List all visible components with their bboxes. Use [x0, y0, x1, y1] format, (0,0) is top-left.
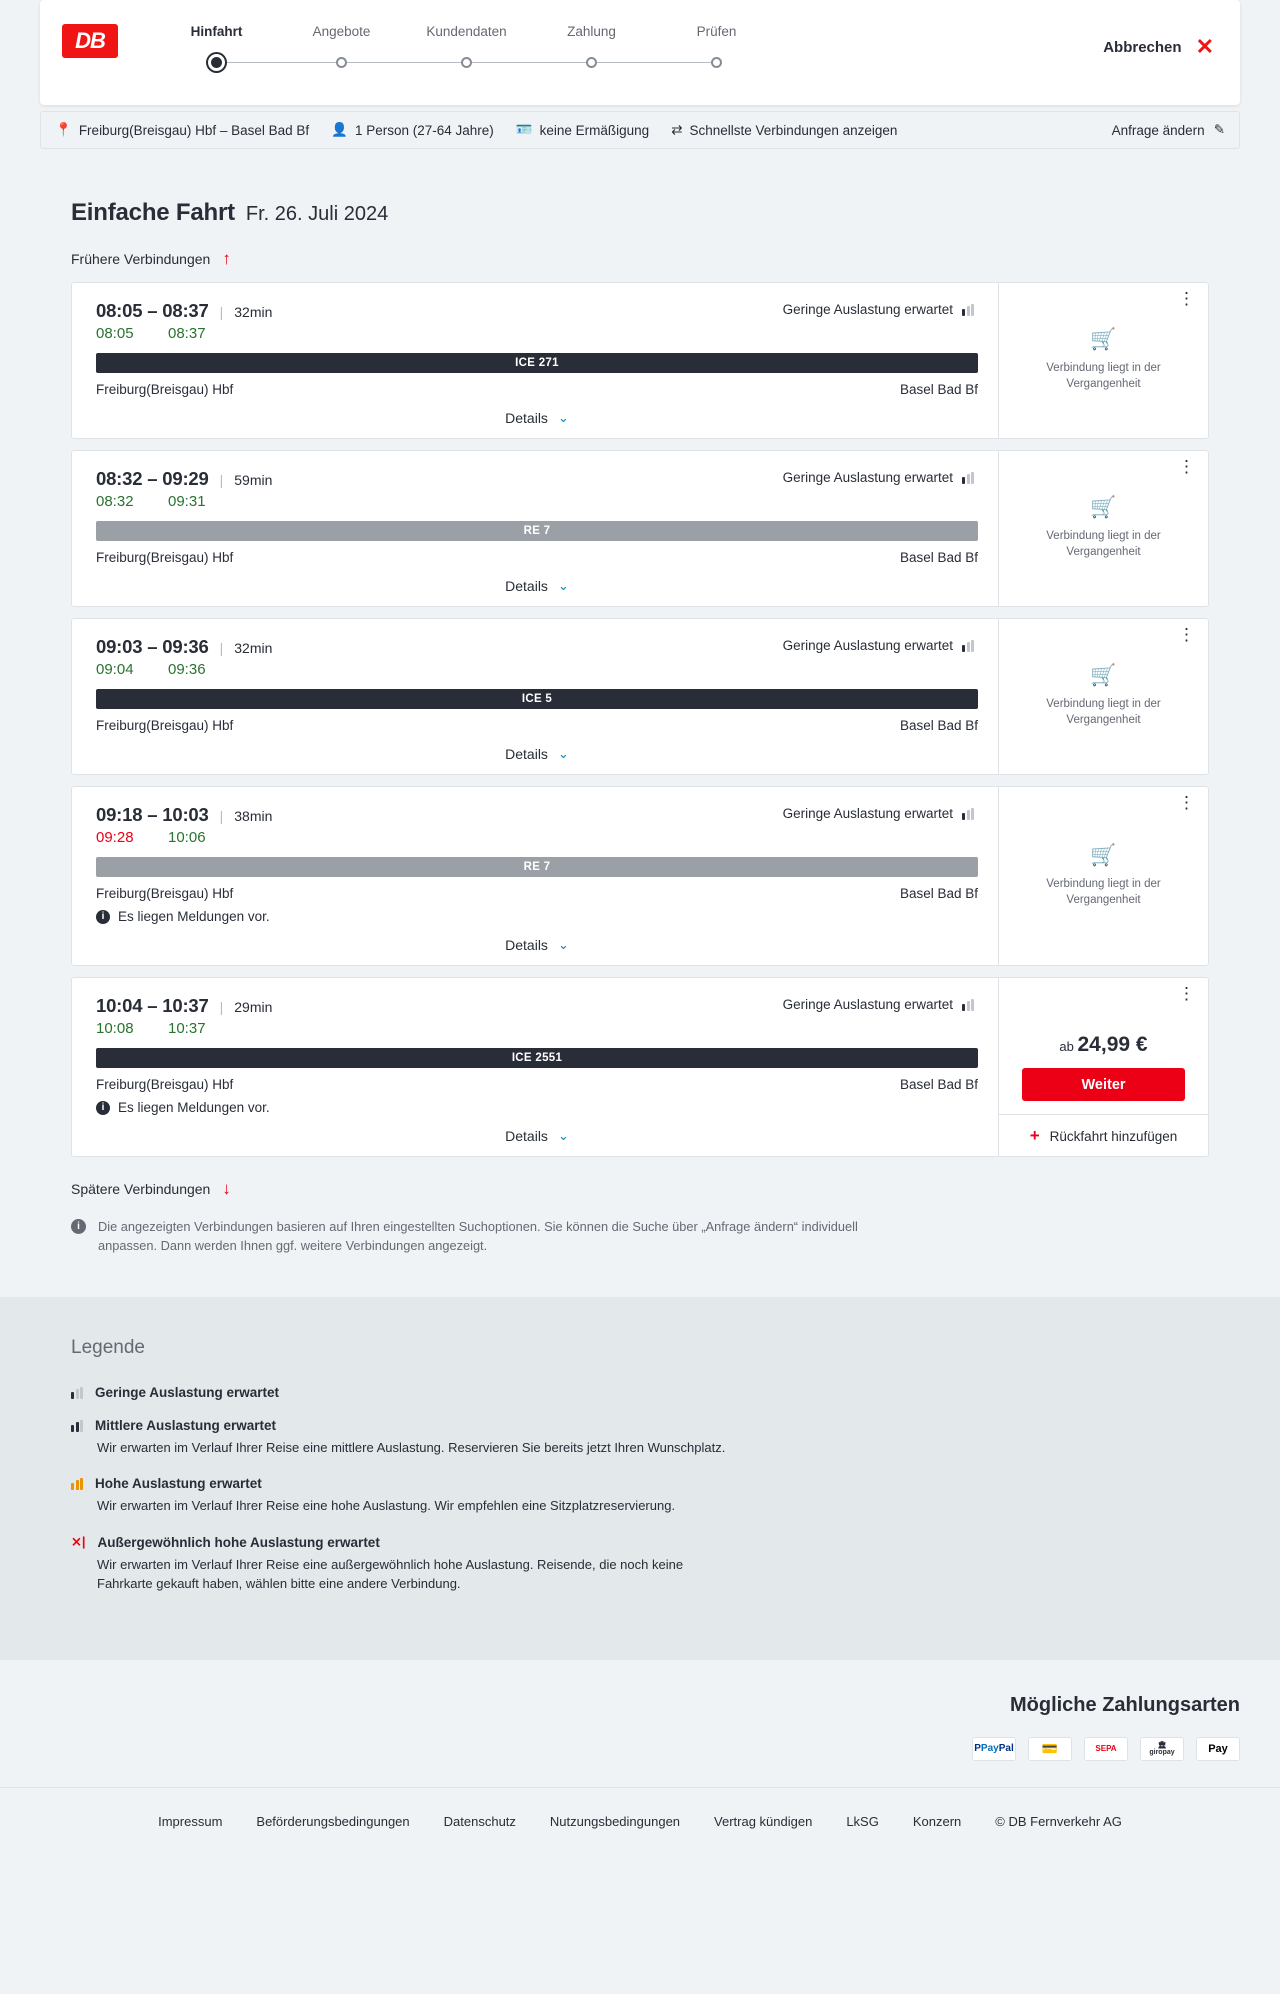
- train-bar[interactable]: [96, 353, 978, 373]
- occupancy-bars-icon: [71, 1478, 83, 1490]
- past-connection-state: [1013, 328, 1194, 392]
- applepay-icon: Pay: [1196, 1737, 1240, 1761]
- details-label: Details: [505, 746, 548, 762]
- departure-time: 08:32: [96, 493, 134, 510]
- arrival-time: 09:36: [168, 661, 206, 678]
- summary-discount-label: keine Ermäßigung: [539, 122, 650, 138]
- past-connection-label: Verbindung liegt in der Vergangenheit: [1046, 362, 1161, 390]
- price-value: 24,99 €: [1077, 1033, 1148, 1056]
- origin-station: Freiburg(Breisgau) Hbf: [96, 886, 234, 901]
- details-label: Details: [505, 937, 548, 953]
- details-label: Details: [505, 1128, 548, 1144]
- origin-station: Freiburg(Breisgau) Hbf: [96, 382, 234, 397]
- connection-times: [96, 829, 978, 846]
- occupancy-label: Geringe Auslastung erwartet: [782, 302, 953, 317]
- cart-icon: 🛒: [1090, 328, 1117, 352]
- connection-time-range: 08:05 – 08:37: [96, 300, 209, 321]
- price-prefix: ab: [1059, 1039, 1074, 1054]
- step-dot: [336, 57, 347, 68]
- destination-station: Basel Bad Bf: [899, 382, 978, 397]
- step-angebote[interactable]: [279, 24, 404, 75]
- destination-station: Basel Bad Bf: [899, 1077, 978, 1092]
- past-connection-state: [1013, 844, 1194, 908]
- app-header: [40, 0, 1240, 105]
- summary-sorting[interactable]: [671, 123, 911, 138]
- booking-stepper: [154, 24, 779, 75]
- occupancy-label: Geringe Auslastung erwartet: [782, 470, 953, 485]
- arrival-time: 09:31: [168, 493, 206, 510]
- cancel-label: Abbrechen: [1103, 38, 1182, 56]
- occupancy-indicator: [783, 806, 974, 821]
- destination-station: Basel Bad Bf: [899, 718, 978, 733]
- summary-passengers[interactable]: [331, 123, 508, 138]
- origin-station: Freiburg(Breisgau) Hbf: [96, 1077, 234, 1092]
- summary-route[interactable]: [55, 123, 323, 138]
- trip-type-title: Einfache Fahrt: [71, 199, 235, 226]
- connection-times: [96, 493, 978, 510]
- arrival-time: 10:37: [168, 1020, 206, 1037]
- payment-icons: [972, 1737, 1240, 1761]
- arrival-time: 08:37: [168, 325, 206, 342]
- summary-passengers-label: 1 Person (27-64 Jahre): [354, 122, 494, 138]
- step-dot: [711, 57, 722, 68]
- sort-icon: ⇄: [671, 122, 683, 138]
- connection-duration: 59min: [234, 472, 273, 488]
- footer-link-vertrag-kuendigen[interactable]: Vertrag kündigen: [714, 1813, 813, 1829]
- search-info-note: [71, 1217, 861, 1255]
- occupancy-label: Geringe Auslastung erwartet: [782, 806, 953, 821]
- occupancy-bars-icon: [962, 808, 974, 820]
- connection-duration: 38min: [234, 808, 273, 824]
- past-connection-state: [1013, 496, 1194, 560]
- continue-button[interactable]: Weiter: [1022, 1068, 1185, 1101]
- occupancy-bars-icon: [71, 1420, 83, 1432]
- page-title: [71, 199, 1240, 227]
- details-toggle[interactable]: [96, 937, 978, 957]
- connection-time-range: 09:03 – 09:36: [96, 636, 209, 657]
- departure-time: 08:05: [96, 325, 134, 342]
- details-label: Details: [505, 578, 548, 594]
- connection-row[interactable]: [71, 786, 1209, 966]
- legend-section: [0, 1297, 1280, 1659]
- past-connection-label: Verbindung liegt in der Vergangenheit: [1046, 530, 1161, 558]
- close-icon[interactable]: ✕: [1195, 34, 1214, 59]
- add-return-trip-button[interactable]: [999, 1114, 1208, 1157]
- step-dot: [211, 57, 222, 68]
- occupancy-label: Geringe Auslastung erwartet: [782, 638, 953, 653]
- station-row: [96, 382, 978, 397]
- connection-notice[interactable]: [96, 1100, 978, 1115]
- connection-time-range: 10:04 – 10:37: [96, 995, 209, 1016]
- payment-methods-title: Mögliche Zahlungsarten: [1009, 1693, 1240, 1716]
- occupancy-bars-icon: [71, 1387, 83, 1399]
- chevron-down-icon: ⌄: [557, 1128, 569, 1143]
- station-row: [96, 718, 978, 733]
- step-connector: [592, 62, 717, 63]
- summary-discount[interactable]: [516, 123, 663, 138]
- search-summary-bar: [40, 111, 1240, 149]
- destination-station: Basel Bad Bf: [899, 886, 978, 901]
- connection-action-panel: [998, 787, 1208, 965]
- departure-time: 10:08: [96, 1020, 134, 1037]
- price-display: [1059, 1033, 1147, 1057]
- step-label: Hinfahrt: [190, 24, 243, 39]
- connection-time-range: 09:18 – 10:03: [96, 804, 209, 825]
- earlier-connections-button[interactable]: [71, 249, 1240, 269]
- destination-station: Basel Bad Bf: [899, 550, 978, 565]
- connection-list: [71, 282, 1209, 1157]
- cart-icon: 🛒: [1090, 664, 1117, 688]
- arrow-up-icon: ↑: [222, 249, 231, 268]
- connection-times: [96, 325, 978, 342]
- train-bar[interactable]: [96, 857, 978, 877]
- legend-item-label: Geringe Auslastung erwartet: [95, 1385, 280, 1401]
- cart-icon: 🛒: [1090, 496, 1117, 520]
- connection-details: [72, 978, 998, 1156]
- footer: [0, 1787, 1280, 1863]
- occupancy-indicator: [783, 638, 974, 653]
- cart-icon: 🛒: [1090, 843, 1117, 867]
- past-connection-label: Verbindung liegt in der Vergangenheit: [1046, 698, 1161, 726]
- train-name: ICE 271: [515, 357, 559, 369]
- legend-item-description: Wir erwarten im Verlauf Ihrer Reise eine außergewöhnlich hohe Auslastung. Reisende, die noch keine Fahrkarte gekauft haben, wählen bitte eine andere Verbindung.: [97, 1557, 684, 1591]
- info-icon: i: [71, 1219, 86, 1234]
- occupancy-bars-icon: [962, 472, 974, 484]
- step-dot: [586, 57, 597, 68]
- footer-copyright: © DB Fernverkehr AG: [995, 1813, 1122, 1829]
- earlier-connections-label: Frühere Verbindungen: [71, 251, 211, 267]
- departure-time: 09:04: [96, 661, 134, 678]
- connection-time-range: 08:32 – 09:29: [96, 468, 209, 489]
- legend-item-low: [71, 1385, 1209, 1400]
- station-row: [96, 886, 978, 901]
- past-connection-state: [1013, 664, 1194, 728]
- connection-details: [72, 283, 998, 438]
- chevron-down-icon: ⌄: [557, 410, 569, 425]
- occupancy-bars-icon: [962, 304, 974, 316]
- divider: |: [219, 304, 224, 320]
- step-hinfahrt[interactable]: [154, 24, 279, 75]
- train-name: RE 7: [523, 861, 551, 873]
- step-zahlung[interactable]: [529, 24, 654, 75]
- paypal-icon: P Pay Pal: [972, 1737, 1016, 1761]
- change-request-button[interactable]: [1112, 123, 1225, 138]
- occupancy-bars-icon: [962, 999, 974, 1011]
- details-toggle[interactable]: [96, 1128, 978, 1148]
- train-bar[interactable]: [96, 521, 978, 541]
- more-options-icon[interactable]: ⋮: [1178, 984, 1195, 1003]
- details-toggle[interactable]: [96, 410, 978, 430]
- footer-link-befoerderungsbedingungen[interactable]: Beförderungsbedingungen: [256, 1813, 410, 1829]
- step-label: Kundendaten: [426, 24, 507, 39]
- sepa-icon: SEPA: [1084, 1737, 1128, 1761]
- step-label: Prüfen: [696, 24, 737, 39]
- more-options-icon[interactable]: ⋮: [1178, 793, 1195, 812]
- search-info-text: Die angezeigten Verbindungen basieren auf Ihren eingestellten Suchoptionen. Sie können die Suche über „Anfrage ändern“ individuell anpassen. Dann werden Ihnen ggf. weitere Verbindungen angezeigt.: [98, 1219, 858, 1254]
- arrow-down-icon: ↓: [222, 1179, 231, 1198]
- creditcard-icon: 💳: [1028, 1737, 1072, 1761]
- connection-notice-label: Es liegen Meldungen vor.: [118, 1100, 270, 1115]
- chevron-down-icon: ⌄: [557, 937, 569, 952]
- overcrowded-icon: ⨯|: [71, 1534, 86, 1550]
- bahncard-icon: 🪪: [515, 122, 533, 138]
- connection-details: [72, 451, 998, 606]
- connection-row[interactable]: [71, 282, 1209, 439]
- connection-row[interactable]: [71, 618, 1209, 775]
- cancel-button[interactable]: [1103, 36, 1214, 58]
- connection-duration: 32min: [234, 640, 273, 656]
- summary-route-label: Freiburg(Breisgau) Hbf – Basel Bad Bf: [78, 122, 310, 138]
- occupancy-label: Geringe Auslastung erwartet: [782, 997, 953, 1012]
- step-label: Angebote: [312, 24, 371, 39]
- legend-item-label: Hohe Auslastung erwartet: [95, 1476, 262, 1492]
- step-connector: [467, 62, 592, 63]
- connection-row[interactable]: [71, 450, 1209, 607]
- legend-item-label: Mittlere Auslastung erwartet: [95, 1418, 277, 1434]
- info-icon: i: [96, 910, 110, 924]
- train-name: ICE 5: [521, 693, 553, 705]
- step-pruefen[interactable]: [654, 24, 779, 75]
- connection-action-panel: [998, 451, 1208, 606]
- train-name: ICE 2551: [511, 1052, 563, 1064]
- info-icon: i: [96, 1101, 110, 1115]
- person-icon: 👤: [331, 122, 348, 138]
- step-connector: [342, 62, 467, 63]
- plus-icon: +: [1029, 1126, 1040, 1145]
- legend-item-description: Wir erwarten im Verlauf Ihrer Reise eine hohe Auslastung. Wir empfehlen eine Sitzplatzreservierung.: [97, 1498, 676, 1514]
- legend-item-very-high: [71, 1534, 1209, 1594]
- legend-item-description: Wir erwarten im Verlauf Ihrer Reise eine mittlere Auslastung. Reservieren Sie bereits jetzt Ihren Wunschplatz.: [97, 1440, 726, 1456]
- details-toggle[interactable]: [96, 578, 978, 598]
- divider: |: [219, 640, 224, 656]
- divider: |: [219, 808, 224, 824]
- arrival-time: 10:06: [168, 829, 206, 846]
- connection-action-panel: [998, 283, 1208, 438]
- occupancy-indicator: [783, 302, 974, 317]
- more-options-icon[interactable]: ⋮: [1178, 289, 1195, 308]
- connection-notice-label: Es liegen Meldungen vor.: [118, 909, 270, 924]
- footer-link-nutzungsbedingungen[interactable]: Nutzungsbedingungen: [549, 1813, 681, 1829]
- connection-row[interactable]: [71, 977, 1209, 1157]
- occupancy-bars-icon: [962, 640, 974, 652]
- origin-station: Freiburg(Breisgau) Hbf: [96, 718, 234, 733]
- train-bar[interactable]: [96, 689, 978, 709]
- later-connections-label: Spätere Verbindungen: [71, 1181, 211, 1197]
- past-connection-label: Verbindung liegt in der Vergangenheit: [1046, 877, 1161, 906]
- connection-duration: 29min: [234, 999, 273, 1015]
- legend-item-label: Außergewöhnlich hohe Auslastung erwartet: [97, 1534, 380, 1550]
- summary-sorting-label: Schnellste Verbindungen anzeigen: [689, 122, 898, 138]
- main-content: [0, 199, 1280, 1255]
- payment-methods-section: [0, 1660, 1280, 1787]
- occupancy-indicator: [783, 997, 974, 1012]
- connection-details: [72, 619, 998, 774]
- details-label: Details: [505, 410, 548, 426]
- step-connector: [217, 62, 342, 63]
- step-kundendaten[interactable]: [404, 24, 529, 75]
- footer-link-konzern[interactable]: Konzern: [912, 1813, 962, 1829]
- origin-station: Freiburg(Breisgau) Hbf: [96, 550, 234, 565]
- legend-title: Legende: [71, 1337, 145, 1359]
- connection-duration: 32min: [234, 304, 273, 320]
- chevron-down-icon: ⌄: [557, 578, 569, 593]
- later-connections-button[interactable]: [71, 1179, 1240, 1199]
- db-logo: DB: [62, 24, 118, 58]
- footer-link-datenschutz[interactable]: Datenschutz: [443, 1813, 516, 1829]
- station-row: [96, 1077, 978, 1092]
- chevron-down-icon: ⌄: [557, 746, 569, 761]
- connection-action-panel: [998, 978, 1208, 1156]
- connection-times: [96, 1020, 978, 1037]
- giropay-icon: 🏛 giropay: [1140, 1737, 1184, 1761]
- legend-item-high: [71, 1476, 1209, 1516]
- more-options-icon[interactable]: ⋮: [1178, 457, 1195, 476]
- pencil-icon[interactable]: ✎: [1213, 122, 1225, 138]
- station-row: [96, 550, 978, 565]
- divider: |: [219, 999, 224, 1015]
- divider: |: [219, 472, 224, 488]
- connection-details: [72, 787, 998, 965]
- train-bar[interactable]: [96, 1048, 978, 1068]
- change-request-label: Anfrage ändern: [1111, 122, 1205, 138]
- occupancy-indicator: [783, 470, 974, 485]
- legend-item-medium: [71, 1418, 1209, 1458]
- trip-date: Fr. 26. Juli 2024: [245, 203, 389, 225]
- footer-link-lksg[interactable]: LkSG: [846, 1813, 879, 1829]
- connection-times: [96, 661, 978, 678]
- connection-action-panel: [998, 619, 1208, 774]
- details-toggle[interactable]: [96, 746, 978, 766]
- location-pin-icon: 📍: [55, 122, 72, 138]
- more-options-icon[interactable]: ⋮: [1178, 625, 1195, 644]
- footer-link-impressum[interactable]: Impressum: [158, 1813, 223, 1829]
- step-label: Zahlung: [567, 24, 616, 39]
- departure-time: 09:28: [96, 829, 134, 846]
- add-return-trip-label: Rückfahrt hinzufügen: [1049, 1128, 1178, 1144]
- connection-notice[interactable]: [96, 909, 978, 924]
- train-name: RE 7: [523, 525, 551, 537]
- step-dot: [461, 57, 472, 68]
